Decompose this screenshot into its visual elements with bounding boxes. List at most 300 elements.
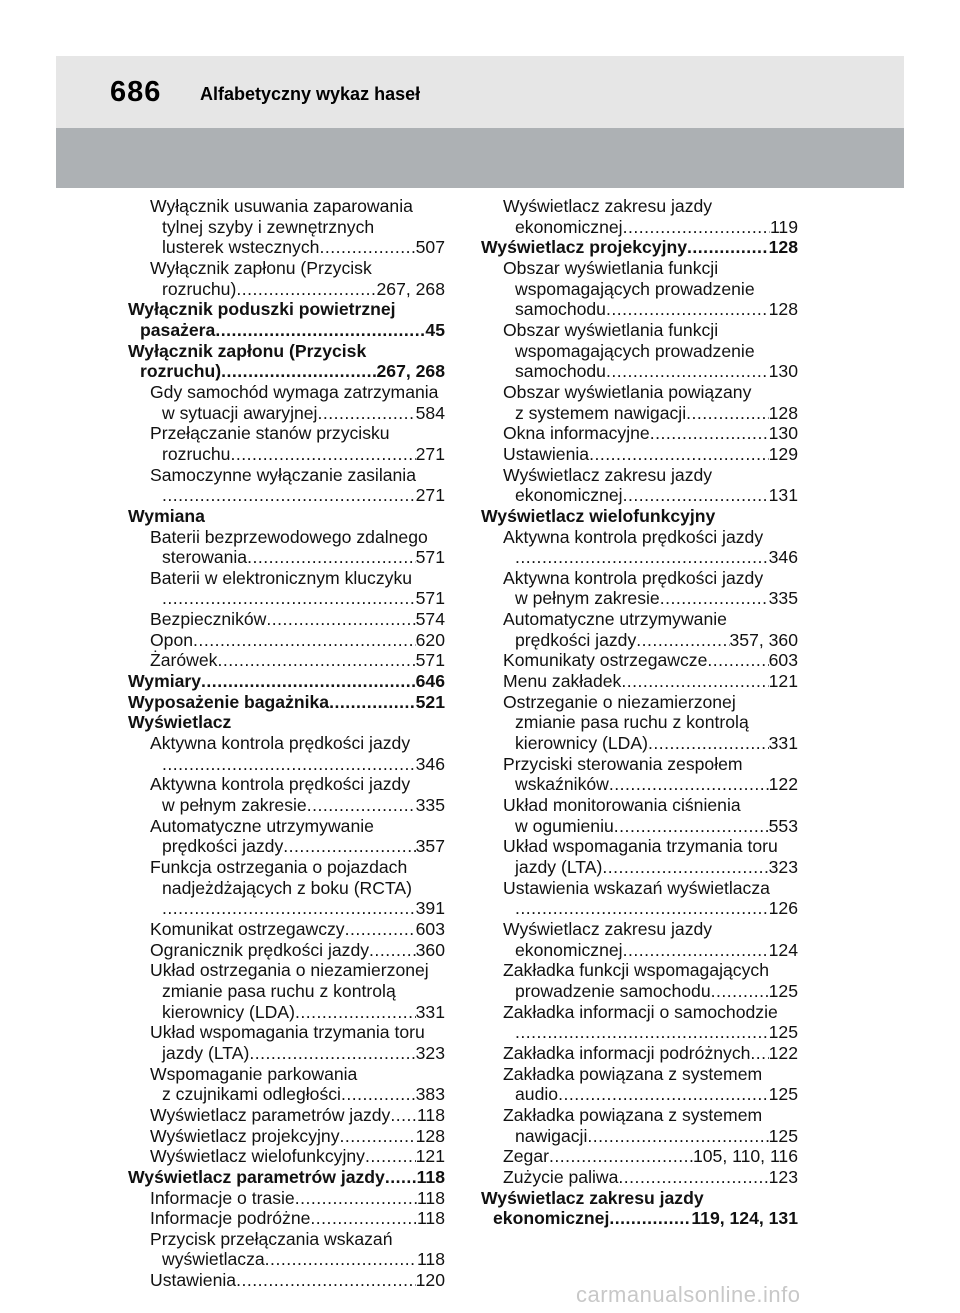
entry-line (503, 774, 798, 795)
page-reference: 357, 360 (729, 629, 798, 650)
leader-dots (201, 671, 416, 692)
entry-text: Przycisk przełączania wskazań (150, 1228, 393, 1249)
page-reference: 571 (415, 588, 445, 609)
entry-text: kierownicy (LDA) (515, 733, 648, 754)
entry-line (150, 898, 445, 919)
leader-dots (295, 1188, 417, 1209)
entry-text: wspomagających prowadzenie (515, 340, 755, 361)
page-reference: 584 (415, 402, 445, 423)
entry-line (503, 733, 798, 754)
page-reference: 128 (768, 237, 798, 258)
page-reference: 323 (768, 857, 798, 877)
entry-line (150, 444, 445, 465)
index-subentry (128, 1105, 445, 1126)
index-subentry (481, 795, 798, 836)
entry-line (150, 588, 445, 609)
page-reference: 521 (415, 691, 445, 712)
entry-text: Automatyczne utrzymywanie (503, 609, 727, 630)
leader-dots (650, 423, 769, 444)
entry-text: Wymiana (128, 505, 205, 526)
leader-dots (329, 692, 416, 713)
entry-text: prędkości jazdy (162, 836, 284, 857)
index-entry (481, 1188, 798, 1229)
entry-line (150, 547, 445, 568)
leader-dots (266, 609, 415, 630)
leader-dots (365, 1146, 416, 1167)
entry-text: pasażera (140, 319, 216, 340)
entry-text: Obszar wyświetlania funkcji (503, 257, 719, 278)
entry-line (503, 217, 798, 238)
entry-line (150, 1002, 445, 1023)
index-entry (128, 506, 445, 527)
entry-text: Wyłącznik zapłonu (Przycisk (128, 340, 367, 361)
page-reference: 646 (415, 671, 445, 692)
index-subentry (481, 1167, 798, 1188)
index-subentry (481, 444, 798, 465)
page-reference: 126 (768, 898, 798, 919)
entry-line (503, 650, 798, 671)
page-reference: 125 (768, 980, 798, 1001)
page-reference: 267, 268 (376, 361, 445, 382)
entry-text: jazdy (LTA) (162, 1042, 250, 1063)
entry-line (150, 485, 445, 506)
page-reference: 323 (415, 1042, 445, 1063)
leader-dots (310, 1208, 417, 1229)
entry-line (150, 1249, 445, 1270)
leader-dots (609, 1208, 691, 1229)
entry-text: Wspomaganie parkowania (150, 1063, 358, 1084)
entry-text: audio (515, 1084, 559, 1105)
entry-text: Wyświetlacz wielofunkcyjny (150, 1146, 365, 1167)
entry-line (503, 299, 798, 320)
entry-text: Komunikaty ostrzegawcze (503, 650, 708, 671)
leader-dots (750, 1043, 768, 1064)
index-subentry (481, 1064, 798, 1105)
leader-dots (618, 1167, 768, 1188)
section-title: Alfabetyczny wykaz haseł (200, 84, 421, 104)
entry-text: Zakładka informacji podróżnych (503, 1042, 751, 1063)
page-reference: 105, 110, 116 (692, 1146, 798, 1167)
entry-text: rozruchu (162, 443, 231, 464)
leader-dots (648, 733, 769, 754)
entry-text: Zakładka powiązana z systemem (503, 1104, 763, 1125)
entry-text: Obszar wyświetlania funkcji (503, 319, 719, 340)
page-reference: 128 (415, 1125, 445, 1146)
entry-text: Wyłącznik poduszki powietrznej (128, 299, 396, 320)
page-reference: 122 (768, 1042, 798, 1063)
index-subentry (128, 465, 445, 506)
leader-dots (307, 795, 416, 816)
leader-dots (345, 919, 416, 940)
entry-line (503, 1084, 798, 1105)
page-reference: 122 (768, 774, 798, 795)
index-subentry (481, 527, 798, 568)
index-subentry (481, 754, 798, 795)
entry-text: Wyświetlacz projekcyjny (481, 237, 688, 258)
page-reference: 271 (415, 485, 445, 506)
page-reference: 128 (768, 402, 798, 423)
entry-line (503, 857, 798, 878)
entry-text: jazdy (LTA) (515, 857, 603, 877)
entry-text: Opon (150, 629, 194, 650)
index-subentry (128, 1229, 445, 1270)
entry-text: Wyposażenie bagażnika (128, 691, 330, 712)
entry-text: Bezpieczników (150, 609, 267, 630)
entry-line (503, 671, 798, 692)
entry-text: Układ ostrzegania o niezamierzonej (150, 960, 429, 981)
page-reference: 603 (768, 650, 798, 671)
index-subentry (481, 568, 798, 609)
leader-dots (660, 588, 769, 609)
leader-dots (369, 940, 416, 961)
index-entry (481, 506, 798, 527)
entry-text: Baterii w elektronicznym kluczyku (150, 567, 413, 588)
index-subentry (481, 650, 798, 671)
index-subentry (481, 258, 798, 320)
page-reference: 131 (768, 485, 798, 506)
entry-text: Wyświetlacz zakresu jazdy (503, 196, 713, 216)
entry-text: rozruchu) (162, 278, 237, 299)
entry-line (503, 588, 798, 609)
entry-line (150, 1043, 445, 1064)
entry-text: Wyświetlacz parametrów jazdy (128, 1166, 385, 1187)
index-subentry (481, 671, 798, 692)
entry-text: Wyświetlacz parametrów jazdy (150, 1104, 391, 1125)
index-subentry (128, 630, 445, 651)
index-subentry (128, 196, 445, 258)
index-subentry (128, 382, 445, 423)
index-subentry (128, 1270, 445, 1291)
page-reference: 118 (416, 1187, 445, 1208)
leader-dots (341, 1084, 416, 1105)
entry-text: Wymiary (128, 671, 202, 692)
index-subentry (481, 1146, 798, 1167)
entry-text: Wyłącznik zapłonu (Przycisk (150, 257, 372, 278)
index-subentry (128, 527, 445, 568)
index-subentry (128, 1188, 445, 1209)
entry-text: ekonomicznej (515, 216, 623, 237)
leader-dots (558, 1084, 769, 1105)
entry-line (503, 547, 798, 568)
entry-text: Informacje podróżne (150, 1208, 311, 1229)
entry-line (150, 1146, 445, 1167)
leader-dots (623, 940, 769, 961)
index-subentry (481, 1105, 798, 1146)
page-reference: 130 (768, 423, 798, 444)
entry-line (150, 1208, 445, 1229)
entry-text: Obszar wyświetlania powiązany (503, 381, 752, 402)
entry-text: tylnej szyby i zewnętrznych (162, 216, 375, 237)
leader-dots (515, 547, 769, 568)
index-subentry (481, 919, 798, 960)
entry-text: Okna informacyjne (503, 423, 650, 444)
page-reference: 357 (415, 836, 445, 857)
entry-text: prowadzenie samochodu (515, 980, 711, 1001)
entry-text: prędkości jazdy (515, 629, 637, 650)
page-reference: 383 (415, 1084, 445, 1105)
leader-dots (549, 1146, 693, 1167)
entry-text: Wyświetlacz zakresu jazdy (503, 918, 713, 939)
page-reference: 346 (768, 547, 798, 568)
entry-text: Aktywna kontrola prędkości jazdy (503, 526, 764, 547)
page-reference: 271 (415, 443, 445, 464)
leader-dots (623, 217, 770, 238)
index-subentry (481, 878, 798, 919)
page-reference: 346 (415, 753, 445, 774)
entry-line (503, 940, 798, 961)
entry-line (503, 1022, 798, 1043)
index-column-left (128, 196, 445, 1291)
entry-line (503, 898, 798, 919)
index-subentry (481, 320, 798, 382)
index-subentry (128, 609, 445, 630)
index-subentry (128, 650, 445, 671)
index-subentry (128, 940, 445, 961)
page-reference: 130 (768, 361, 798, 382)
leader-dots (283, 836, 415, 857)
entry-text: z systemem nawigacji (515, 402, 687, 423)
index-subentry (128, 857, 445, 919)
leader-dots (587, 1126, 768, 1147)
entry-text: Aktywna kontrola prędkości jazdy (503, 567, 764, 588)
leader-dots (247, 547, 416, 568)
leader-dots (621, 671, 768, 692)
index-entry (128, 671, 445, 692)
page-reference: 119 (769, 216, 798, 237)
entry-text: ekonomicznej (515, 939, 623, 960)
entry-text: Automatyczne utrzymywanie (150, 815, 374, 836)
leader-dots (162, 588, 416, 609)
entry-text: wspomagających prowadzenie (515, 278, 755, 299)
leader-dots (623, 485, 769, 506)
entry-text: lusterek wstecznych (162, 237, 320, 258)
leader-dots (686, 403, 769, 424)
leader-dots (217, 650, 415, 671)
entry-line (150, 650, 445, 671)
entry-line (128, 671, 445, 692)
page-reference: 118 (416, 1104, 445, 1125)
leader-dots (606, 299, 769, 320)
page-reference: 603 (415, 918, 445, 939)
page-reference: 124 (768, 939, 798, 960)
entry-text: w sytuacji awaryjnej (162, 402, 318, 423)
leader-dots (230, 444, 415, 465)
entry-text: Zakładka informacji o samochodzie (503, 1001, 778, 1022)
entry-text: zmianie pasa ruchu z kontrolą (515, 712, 749, 733)
page-reference: 123 (768, 1166, 798, 1187)
page-reference: 118 (416, 1208, 445, 1229)
leader-dots (711, 981, 769, 1002)
entry-line (128, 361, 445, 382)
page-reference: 45 (425, 319, 445, 340)
leader-dots (589, 444, 769, 465)
entry-line (503, 981, 798, 1002)
leader-dots (687, 237, 769, 258)
entry-text: rozruchu) (140, 361, 222, 382)
index-subentry (481, 609, 798, 650)
entry-line (503, 816, 798, 837)
entry-line (150, 836, 445, 857)
index-subentry (128, 1064, 445, 1105)
index-column-right (481, 196, 798, 1229)
entry-line (503, 1167, 798, 1188)
index-subentry (128, 258, 445, 299)
entry-text: Informacje o trasie (150, 1187, 295, 1208)
entry-text: Komunikat ostrzegawczy (150, 918, 345, 939)
page-reference: 620 (415, 629, 445, 650)
leader-dots (221, 361, 376, 382)
entry-text: kierownicy (LDA) (162, 1001, 295, 1022)
entry-text: Układ wspomagania trzymania toru (503, 836, 778, 857)
entry-text: Przyciski sterowania zespołem (503, 753, 743, 774)
entry-line (128, 320, 445, 341)
page-reference: 335 (768, 588, 798, 609)
entry-text: Żarówek (150, 650, 218, 671)
index-subentry (128, 960, 445, 1022)
header-bar (56, 56, 904, 128)
index-entry (128, 341, 445, 382)
entry-line (481, 1208, 798, 1229)
entry-text: Ogranicznik prędkości jazdy (150, 939, 370, 960)
leader-dots (162, 898, 416, 919)
page-reference: 331 (768, 733, 798, 754)
entry-line (150, 795, 445, 816)
index-subentry (128, 568, 445, 609)
leader-dots (609, 774, 769, 795)
leader-dots (295, 1002, 416, 1023)
page-reference: 128 (768, 299, 798, 320)
index-subentry (481, 465, 798, 506)
page-reference: 129 (768, 443, 798, 464)
entry-text: nawigacji (515, 1125, 588, 1146)
index-subentry (481, 836, 798, 877)
index-subentry (481, 196, 798, 237)
index-subentry (128, 1022, 445, 1063)
leader-dots (162, 485, 416, 506)
page-reference: 267, 268 (376, 278, 445, 299)
entry-text: ekonomicznej (493, 1208, 610, 1229)
page-reference: 119, 124, 131 (691, 1208, 798, 1229)
page-reference: 571 (415, 547, 445, 568)
leader-dots (319, 237, 415, 258)
entry-line (150, 919, 445, 940)
page-reference: 125 (768, 1125, 798, 1146)
leader-dots (636, 630, 729, 651)
entry-line (150, 1270, 445, 1291)
entry-line (128, 1167, 445, 1188)
entry-text: Wyświetlacz zakresu jazdy (503, 464, 713, 485)
leader-dots (236, 1270, 416, 1291)
index-subentry (128, 423, 445, 464)
page-reference: 118 (416, 1166, 445, 1187)
leader-dots (614, 816, 769, 837)
page-reference: 121 (768, 671, 798, 692)
entry-text: Zużycie paliwa (503, 1166, 619, 1187)
entry-line (150, 630, 445, 651)
page-reference: 553 (768, 815, 798, 836)
entry-line (150, 237, 445, 258)
entry-text: Zakładka funkcji wspomagających (503, 960, 769, 981)
entry-line (150, 1084, 445, 1105)
entry-text: Układ wspomagania trzymania toru (150, 1022, 425, 1043)
leader-dots (602, 857, 768, 878)
entry-line (150, 279, 445, 300)
leader-dots (215, 320, 425, 341)
entry-text: Wyświetlacz (128, 712, 232, 733)
entry-line (503, 403, 798, 424)
entry-text: samochodu (515, 299, 606, 320)
entry-text: Zegar (503, 1146, 549, 1167)
index-subentry (128, 774, 445, 815)
entry-text: Gdy samochód wymaga zatrzymania (150, 381, 439, 402)
page-reference: 574 (415, 609, 445, 630)
entry-text: sterowania (162, 547, 248, 568)
entry-text: Wyłącznik usuwania zaparowania (150, 196, 413, 216)
entry-text: Aktywna kontrola prędkości jazdy (150, 733, 411, 754)
page-reference: 360 (415, 939, 445, 960)
entry-text: w pełnym zakresie (162, 795, 307, 816)
index-entry (128, 299, 445, 340)
page-reference: 125 (768, 1084, 798, 1105)
leader-dots (317, 403, 415, 424)
index-subentry (128, 816, 445, 857)
entry-text: Ostrzeganie o niezamierzonej (503, 691, 736, 712)
entry-text: Przełączanie stanów przycisku (150, 423, 390, 444)
entry-line (503, 1126, 798, 1147)
page-reference: 120 (415, 1270, 445, 1291)
entry-line (503, 1043, 798, 1064)
entry-line (150, 403, 445, 424)
entry-text: Ustawienia wskazań wyświetlacza (503, 877, 770, 898)
index-subentry (128, 733, 445, 774)
page-reference: 335 (415, 795, 445, 816)
page-reference: 121 (415, 1146, 445, 1167)
page-reference: 331 (415, 1001, 445, 1022)
page-reference: 125 (768, 1022, 798, 1043)
entry-text: Wyświetlacz wielofunkcyjny (481, 505, 716, 526)
index-subentry (128, 1146, 445, 1167)
leader-dots (606, 361, 769, 382)
entry-text: Wyświetlacz zakresu jazdy (481, 1187, 704, 1208)
index-entry (128, 712, 445, 733)
entry-text: zmianie pasa ruchu z kontrolą (162, 980, 396, 1001)
entry-line (503, 630, 798, 651)
leader-dots (162, 754, 416, 775)
entry-text: Samoczynne wyłączanie zasilania (150, 464, 416, 485)
entry-line (150, 1188, 445, 1209)
header-band (56, 128, 904, 188)
entry-line (503, 444, 798, 465)
leader-dots (340, 1126, 416, 1147)
entry-text: wyświetlacza (162, 1249, 265, 1270)
page-reference: 507 (415, 237, 445, 258)
leader-dots (193, 630, 416, 651)
entry-line (503, 1146, 798, 1167)
entry-text: z czujnikami odległości (162, 1084, 341, 1105)
index-subentry (481, 382, 798, 423)
index-subentry (128, 1208, 445, 1229)
entry-text: Aktywna kontrola prędkości jazdy (150, 774, 411, 795)
entry-line (481, 237, 798, 258)
entry-text: Wyświetlacz projekcyjny (150, 1125, 340, 1146)
leader-dots (249, 1043, 415, 1064)
index-subentry (481, 960, 798, 1001)
leader-dots (390, 1105, 417, 1126)
entry-text: Ustawienia (503, 443, 590, 464)
entry-text: Układ monitorowania ciśnienia (503, 795, 741, 816)
entry-text: Funkcja ostrzegania o pojazdach (150, 857, 408, 877)
entry-line (503, 423, 798, 444)
